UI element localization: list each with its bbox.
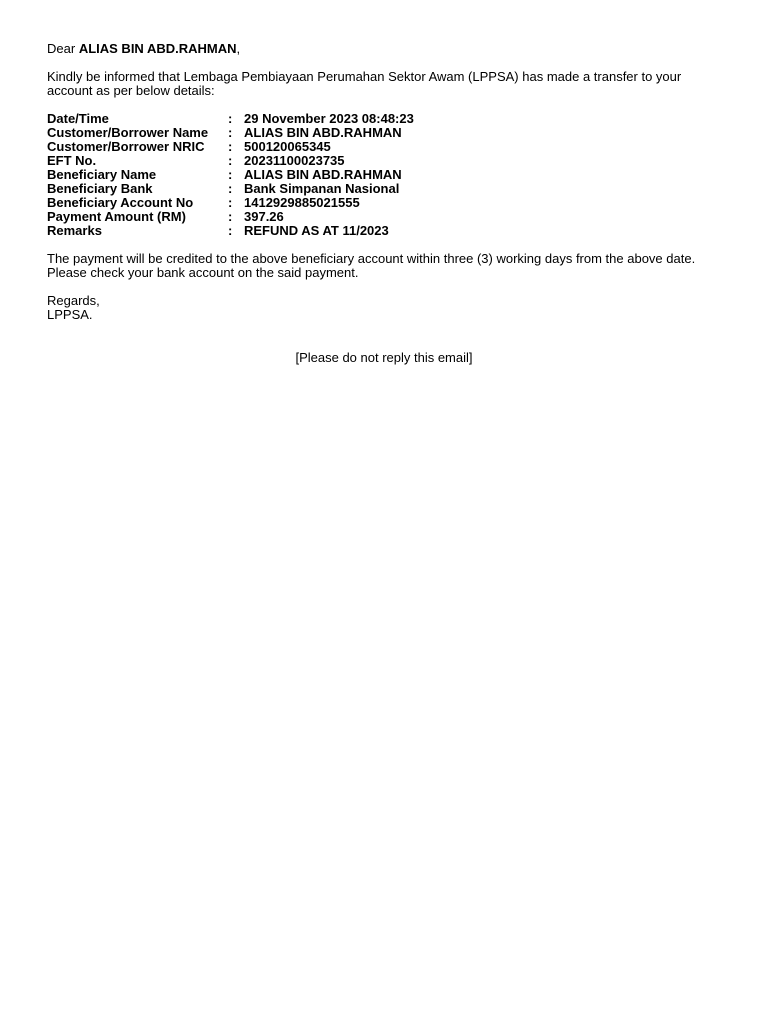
notice-line-1: The payment will be credited to the above beneficiary account within three (3) working days from the above date. bbox=[47, 251, 696, 266]
detail-label: Payment Amount (RM) bbox=[47, 209, 186, 224]
regards-line: Regards, bbox=[47, 293, 100, 308]
spacer bbox=[47, 280, 727, 294]
detail-value: 397.26 bbox=[244, 209, 284, 224]
detail-value: 20231100023735 bbox=[244, 153, 345, 168]
spacer bbox=[47, 98, 727, 112]
detail-separator: : bbox=[228, 195, 233, 210]
detail-separator: : bbox=[228, 181, 233, 196]
detail-label: Beneficiary Bank bbox=[47, 181, 153, 196]
detail-label: EFT No. bbox=[47, 153, 97, 168]
detail-label: Customer/Borrower NRIC bbox=[47, 139, 205, 154]
no-reply-notice: [Please do not reply this email] bbox=[295, 350, 473, 365]
greeting-suffix: , bbox=[236, 41, 241, 56]
detail-separator: : bbox=[228, 125, 233, 140]
email-body bbox=[47, 42, 727, 322]
detail-value: ALIAS BIN ABD.RAHMAN bbox=[244, 125, 402, 140]
detail-separator: : bbox=[228, 153, 233, 168]
spacer bbox=[47, 238, 727, 252]
detail-label: Date/Time bbox=[47, 111, 109, 126]
detail-label: Beneficiary Name bbox=[47, 167, 157, 182]
detail-value: REFUND AS AT 11/2023 bbox=[244, 223, 389, 238]
detail-label: Remarks bbox=[47, 223, 102, 238]
detail-value: 1412929885021555 bbox=[244, 195, 360, 210]
detail-value: ALIAS BIN ABD.RAHMAN bbox=[244, 167, 402, 182]
detail-separator: : bbox=[228, 111, 233, 126]
detail-separator: : bbox=[228, 167, 233, 182]
detail-value: Bank Simpanan Nasional bbox=[244, 181, 400, 196]
detail-value: 29 November 2023 08:48:23 bbox=[244, 111, 414, 126]
spacer bbox=[47, 56, 727, 70]
notice-line-2: Please check your bank account on the said payment. bbox=[47, 265, 359, 280]
greeting-line bbox=[47, 42, 727, 56]
detail-label: Beneficiary Account No bbox=[47, 195, 194, 210]
greeting-prefix: Dear bbox=[47, 41, 76, 56]
sender-line: LPPSA. bbox=[47, 307, 93, 322]
recipient-name: ALIAS BIN ABD.RAHMAN bbox=[78, 41, 237, 56]
intro-line-1: Kindly be informed that Lembaga Pembiayaan Perumahan Sektor Awam (LPPSA) has made a transfer to your bbox=[47, 69, 682, 84]
detail-value: 500120065345 bbox=[244, 139, 331, 154]
transfer-details-table bbox=[47, 112, 727, 238]
intro-line-2: account as per below details: bbox=[47, 83, 215, 98]
detail-label: Customer/Borrower Name bbox=[47, 125, 209, 140]
detail-separator: : bbox=[228, 209, 233, 224]
detail-separator: : bbox=[228, 223, 233, 238]
detail-separator: : bbox=[228, 139, 233, 154]
